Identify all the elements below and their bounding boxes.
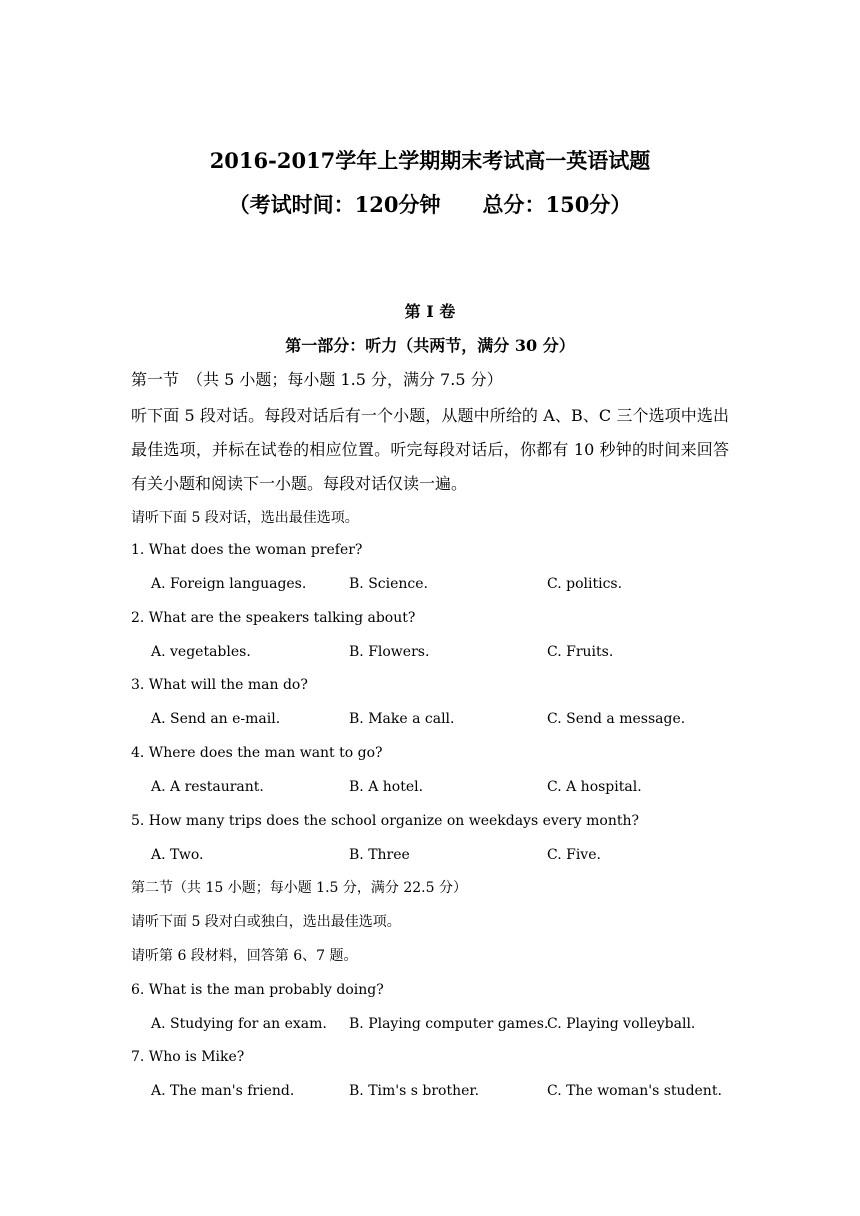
option-c: C. A hospital.	[547, 779, 642, 795]
section1-note: 请听下面 5 段对话，选出最佳选项。	[131, 510, 359, 526]
question-2: 2. What are the speakers talking about?	[131, 610, 416, 626]
option-b: B. Science.	[349, 576, 428, 592]
volume-heading: 第 I 卷	[404, 302, 456, 321]
question-6-options	[151, 1014, 771, 1034]
question-4-options	[151, 777, 771, 797]
option-c: C. The woman's student.	[547, 1083, 722, 1099]
question-3-options	[151, 709, 771, 729]
option-b: B. A hotel.	[349, 779, 424, 795]
question-7-options	[151, 1081, 771, 1101]
option-c: C. Send a message.	[547, 711, 686, 727]
question-2-options	[151, 642, 771, 662]
question-1: 1. What does the woman prefer?	[131, 542, 363, 558]
option-a: A. Two.	[151, 847, 204, 863]
question-5-options	[151, 845, 771, 865]
part1-heading: 第一部分：听力（共两节，满分 30 分）	[285, 336, 575, 355]
option-a: A. Foreign languages.	[151, 576, 307, 592]
option-a: A. The man's friend.	[151, 1083, 295, 1099]
option-c: C. Fruits.	[547, 644, 614, 660]
section2-note: 请听下面 5 段对白或独白，选出最佳选项。	[131, 914, 401, 930]
option-a: A. A restaurant.	[151, 779, 264, 795]
question-3: 3. What will the man do?	[131, 677, 308, 693]
option-a: A. Send an e-mail.	[151, 711, 281, 727]
option-c: C. Playing volleyball.	[547, 1016, 696, 1032]
section1-instructions: 听下面 5 段对话。每段对话后有一个小题，从题中所给的 A、B、C 三个选项中选出最佳选项，并标在试卷的相应位置。听完每段对话后，你都有 10 秒钟的时间来回答有关小题和阅读下一小题。每段对话仅读一遍。	[131, 406, 729, 493]
option-c: C. Five.	[547, 847, 601, 863]
question-4: 4. Where does the man want to go?	[131, 745, 383, 761]
option-b: B. Playing computer games.	[349, 1016, 549, 1032]
option-b: B. Tim's s brother.	[349, 1083, 480, 1099]
option-a: A. Studying for an exam.	[151, 1016, 327, 1032]
question-7: 7. Who is Mike?	[131, 1049, 245, 1065]
section2-heading: 第二节（共 15 小题；每小题 1.5 分，满分 22.5 分）	[131, 880, 467, 896]
question-6: 6. What is the man probably doing?	[131, 982, 384, 998]
option-b: B. Flowers.	[349, 644, 430, 660]
exam-title: 2016-2017学年上学期期末考试高一英语试题	[209, 148, 651, 173]
option-b: B. Make a call.	[349, 711, 455, 727]
option-a: A. vegetables.	[151, 644, 251, 660]
question-1-options	[151, 574, 771, 594]
exam-subtitle: （考试时间：120分钟 总分：150分）	[228, 192, 632, 217]
option-c: C. politics.	[547, 576, 623, 592]
question-5: 5. How many trips does the school organize on weekdays every month?	[131, 813, 640, 829]
section2-sub-note: 请听第 6 段材料，回答第 6、7 题。	[131, 948, 358, 964]
section1-heading: 第一节 （共 5 小题；每小题 1.5 分，满分 7.5 分）	[131, 370, 503, 389]
option-b: B. Three	[349, 847, 410, 863]
